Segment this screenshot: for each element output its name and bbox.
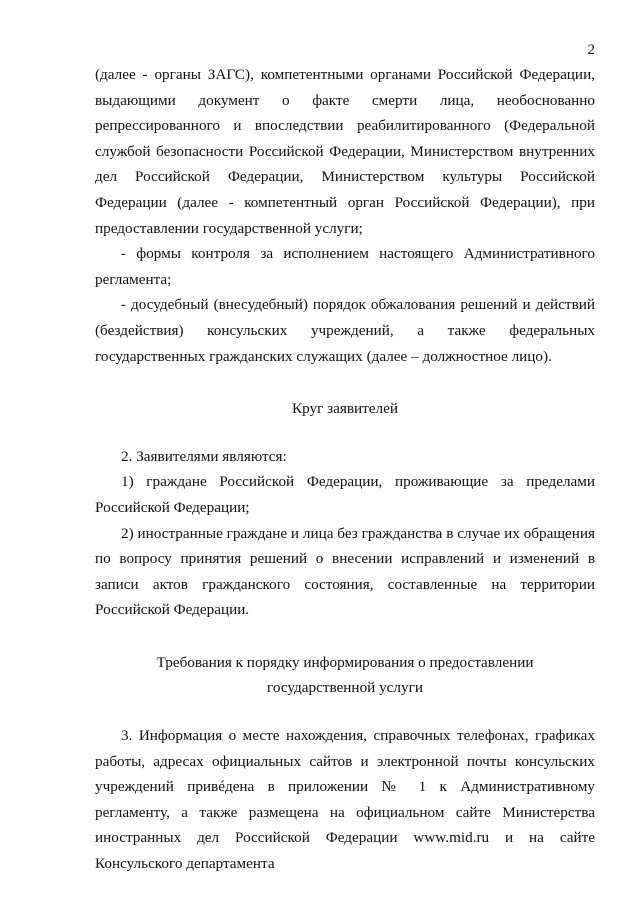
section-heading-information-line2: государственной услуги [267, 679, 423, 697]
paragraph-applicants-citizens: 1) граждане Российской Федерации, проживающие за пределами Российской Федерации; [95, 473, 595, 516]
paragraph-control-forms: - формы контроля за исполнением настоящего Административного регламента; [95, 245, 595, 288]
document-body [95, 62, 595, 877]
paragraph-continuation: (далее - органы ЗАГС), компетентными органами Российской Федерации, выдающими документ о факте смерти лица, необоснованно репрессированного и впоследствии реабилитированного (Федеральной службой безопасности Российской Федерации, Министерством внутренних дел Российской Федерации, Министерством культуры Российской Федерации (далее - компетентный орган Российской Федерации), при предоставлении государственной услуги; [95, 66, 595, 237]
spacer [95, 369, 595, 396]
section-heading-information-line1: Требования к порядку информирования о предоставлении [156, 653, 534, 671]
paragraph-information-location: 3. Информация о месте нахождения, справочных телефонах, графиках работы, адресах официальных сайтов и электронной почты консульских учреждений привéдена в приложении № 1 к Административному регламенту, а также размещена на официальном сайте Министерства иностранных дел Российской Федерации www.mid.ru и на сайте Консульского департамента [95, 727, 595, 873]
spacer [95, 623, 595, 650]
paragraph-applicants-intro: 2. Заявителями являются: [121, 447, 287, 465]
section-heading-applicants: Круг заявителей [292, 400, 398, 418]
spacer [95, 422, 595, 444]
spacer [95, 701, 595, 723]
paragraph-applicants-foreigners: 2) иностранные граждане и лица без гражданства в случае их обращения по вопросу принятия решений о внесении исправлений и изменений в записи актов гражданского состояния, составленные на территории Российской Федерации. [95, 524, 595, 619]
paragraph-appeal-procedure: - досудебный (внесудебный) порядок обжалования решений и действий (бездействия) консульских учреждений, а также федеральных государственных гражданских служащих (далее – должностное лицо). [95, 296, 595, 365]
page-number: 2 [587, 42, 595, 58]
